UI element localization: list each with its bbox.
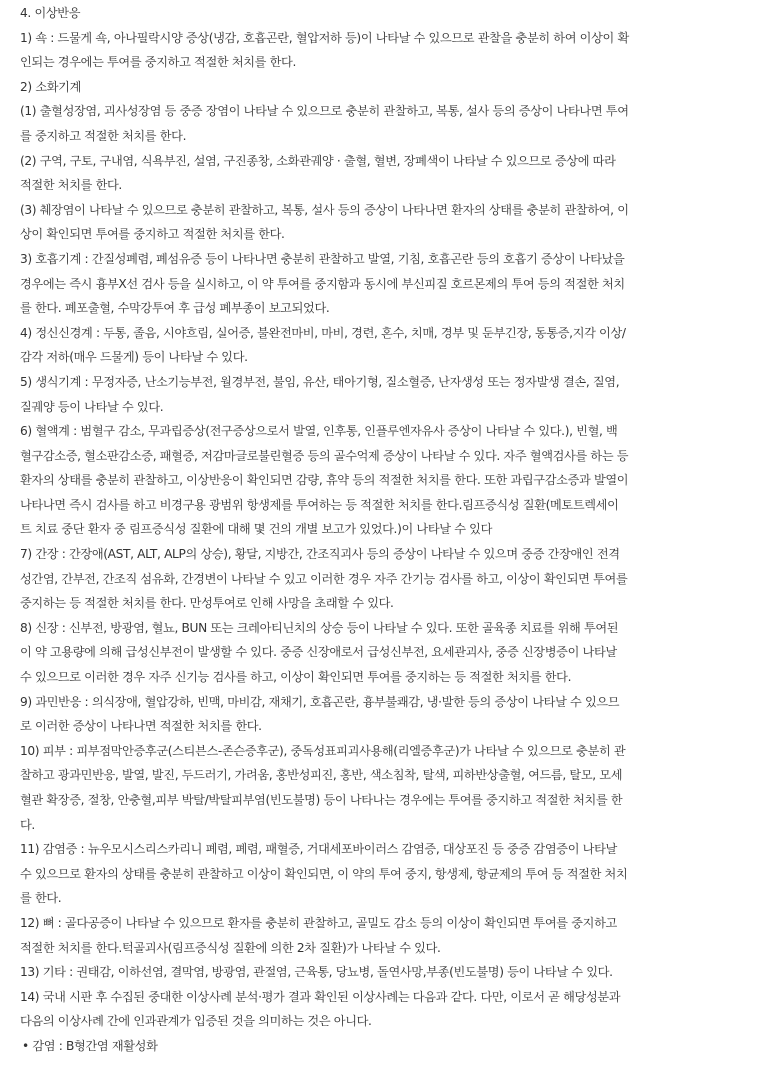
- text-line: 5) 생식기계 : 무정자증, 난소기능부전, 월경부전, 불임, 유산, 태아기형, 질소혈증, 난자생성 또는 정자발생 결손, 질염,: [20, 374, 620, 389]
- text-line: 를 한다.: [20, 891, 62, 906]
- text-line: 1) 쇽 : 드물게 쇽, 아나필락시양 증상(냉감, 호흡곤란, 혈압저하 등)이 나타날 수 있으므로 관찰을 충분히 하여 이상이 확: [20, 30, 629, 45]
- text-line: 를 중지하고 적절한 처치를 한다.: [20, 128, 187, 143]
- text-line: 6) 혈액계 : 범혈구 감소, 무과립증상(전구증상으로서 발열, 인후통, 인플루엔자유사 증상이 나타날 수 있다.), 빈혈, 백: [20, 424, 618, 439]
- text-line: 혈관 확장증, 절창, 안충혈,피부 박탈/박탈피부염(빈도불명) 등이 나타나는 경우에는 투여를 중지하고 적절한 처치를 한: [20, 793, 623, 807]
- text-line: 경우에는 즉시 흉부X선 검사 등을 실시하고, 이 약 투여를 중지함과 동시에 부신피질 호르몬제의 투여 등의 적절한 처치: [20, 276, 625, 291]
- text-line: 중지하는 등 적절한 처치를 한다. 만성투여로 인해 사망을 초래할 수 있다.: [20, 596, 394, 611]
- text-line: 나타나면 즉시 검사를 하고 비경구용 광범위 항생제를 투여하는 등 적절한 처치를 한다.림프증식성 질환(메토트렉세이: [20, 497, 619, 512]
- text-line: 상이 확인되면 투여를 중지하고 적절한 처치를 한다.: [20, 227, 285, 242]
- text-line: 성간염, 간부전, 간조직 섬유화, 간경변이 나타날 수 있고 이러한 경우 자주 간기능 검사를 하고, 이상이 확인되면 투여를: [20, 571, 628, 586]
- text-line: 로 이러한 증상이 나타나면 적절한 처치를 한다.: [20, 719, 262, 734]
- text-line: 7) 간장 : 간장애(AST, ALT, ALP의 상승), 황달, 지방간, 간조직괴사 등의 증상이 나타날 수 있으며 중증 간장애인 전격: [20, 547, 620, 562]
- text-line: 13) 기타 : 권태감, 이하선염, 결막염, 방광염, 관절염, 근육통, 당뇨병, 돌연사망,부종(빈도불명) 등이 나타날 수 있다.: [20, 965, 613, 980]
- text-line: 3) 호흡기계 : 간질성폐렴, 폐섬유증 등이 나타나면 충분히 관찰하고 발열, 기침, 호흡곤란 등의 호흡기 증상이 나타났을: [20, 251, 625, 266]
- text-line: (3) 췌장염이 나타날 수 있으므로 충분히 관찰하고, 복통, 설사 등의 증상이 나타나면 환자의 상태를 충분히 관찰하여, 이: [20, 202, 629, 217]
- text-line: 트 치료 중단 환자 중 림프증식성 질환에 대해 몇 건의 개별 보고가 있었다.)이 나타날 수 있다: [20, 522, 493, 537]
- text-line: 수 있으므로 환자의 상태를 충분히 관찰하고 이상이 확인되면, 이 약의 투여 중지, 항생제, 항균제의 투여 등 적절한 처치: [20, 866, 628, 881]
- text-line: (1) 출혈성장염, 괴사성장염 등 중증 장염이 나타날 수 있으므로 충분히 관찰하고, 복통, 설사 등의 증상이 나타나면 투여: [20, 104, 629, 119]
- text-line: 환자의 상태를 충분히 관찰하고, 이상반응이 확인되면 감량, 휴약 등의 적절한 처치를 한다. 또한 과립구감소증과 발열이: [20, 473, 629, 488]
- text-line: 11) 감염증 : 뉴우모시스리스카리니 폐렴, 폐렴, 패혈증, 거대세포바이러스 감염증, 대상포진 등 중증 감염증이 나타날: [20, 842, 617, 857]
- text-line: • 감염 : B형간염 재활성화: [22, 1038, 158, 1053]
- text-line: 질궤양 등이 나타날 수 있다.: [20, 399, 164, 414]
- text-line: 인되는 경우에는 투여를 중지하고 적절한 처치를 한다.: [20, 55, 296, 70]
- text-line: 감각 저하(매우 드물게) 등이 나타날 수 있다.: [20, 350, 248, 365]
- text-line: 10) 피부 : 피부점막안증후군(스티븐스-존슨증후군), 중독성표피괴사용해(리엘증후군)가 나타날 수 있으므로 충분히 관: [20, 743, 626, 758]
- text-line: 8) 신장 : 신부전, 방광염, 혈뇨, BUN 또는 크레아티닌치의 상승 등이 나타날 수 있다. 또한 골육종 치료를 위해 투여된: [20, 620, 619, 635]
- text-line: 9) 과민반응 : 의식장애, 혈압강하, 빈맥, 마비감, 재채기, 호흡곤란, 흉부불쾌감, 냉·발한 등의 증상이 나타날 수 있으므: [20, 694, 620, 709]
- text-line: 적절한 처치를 한다.: [20, 178, 122, 193]
- text-line: 2) 소화기계: [20, 79, 82, 94]
- text-line: 혈구감소증, 혈소판감소증, 패혈증, 저감마글로불린혈증 등의 골수억제 증상이 나타날 수 있다. 자주 혈액검사를 하는 등: [20, 448, 629, 463]
- text-line: 적절한 처치를 한다.턱골괴사(림프증식성 질환에 의한 2차 질환)가 나타날 수 있다.: [20, 940, 441, 955]
- text-line: 12) 뼈 : 골다공증이 나타날 수 있으므로 환자를 충분히 관찰하고, 골밀도 감소 등의 이상이 확인되면 투여를 중지하고: [20, 915, 617, 930]
- text-line: 4. 이상반응: [20, 6, 81, 20]
- text-line: 다.: [20, 817, 35, 832]
- text-line: 찰하고 광과민반응, 발열, 발진, 두드러기, 가려움, 홍반성피진, 홍반, 색소침착, 탈색, 피하반상출혈, 여드름, 탈모, 모세: [20, 768, 623, 783]
- text-line: 4) 정신신경계 : 두통, 졸음, 시야흐림, 실어증, 불완전마비, 마비, 경련, 혼수, 치매, 경부 및 둔부긴장, 동통증,지각 이상/: [20, 325, 626, 340]
- text-line: 이 약 고용량에 의해 급성신부전이 발생할 수 있다. 중증 신장애로서 급성신부전, 요세관괴사, 중증 신장병증이 나타날: [20, 645, 617, 660]
- text-line: (2) 구역, 구토, 구내염, 식욕부진, 설염, 구진종창, 소화관궤양 · 출혈, 혈변, 장폐색이 나타날 수 있으므로 증상에 따라: [20, 153, 616, 168]
- text-line: 14) 국내 시판 후 수집된 중대한 이상사례 분석·평가 결과 확인된 이상사례는 다음과 같다. 다만, 이로서 곧 해당성분과: [20, 989, 621, 1004]
- text-line: 를 한다. 폐포출혈, 수막강투여 후 급성 폐부종이 보고되었다.: [20, 301, 330, 316]
- text-line: 수 있으므로 이러한 경우 자주 신기능 검사를 하고, 이상이 확인되면 투여를 중지하는 등 적절한 처치를 한다.: [20, 670, 572, 685]
- text-line: 다음의 이상사례 간에 인과관계가 입증된 것을 의미하는 것은 아니다.: [20, 1014, 372, 1029]
